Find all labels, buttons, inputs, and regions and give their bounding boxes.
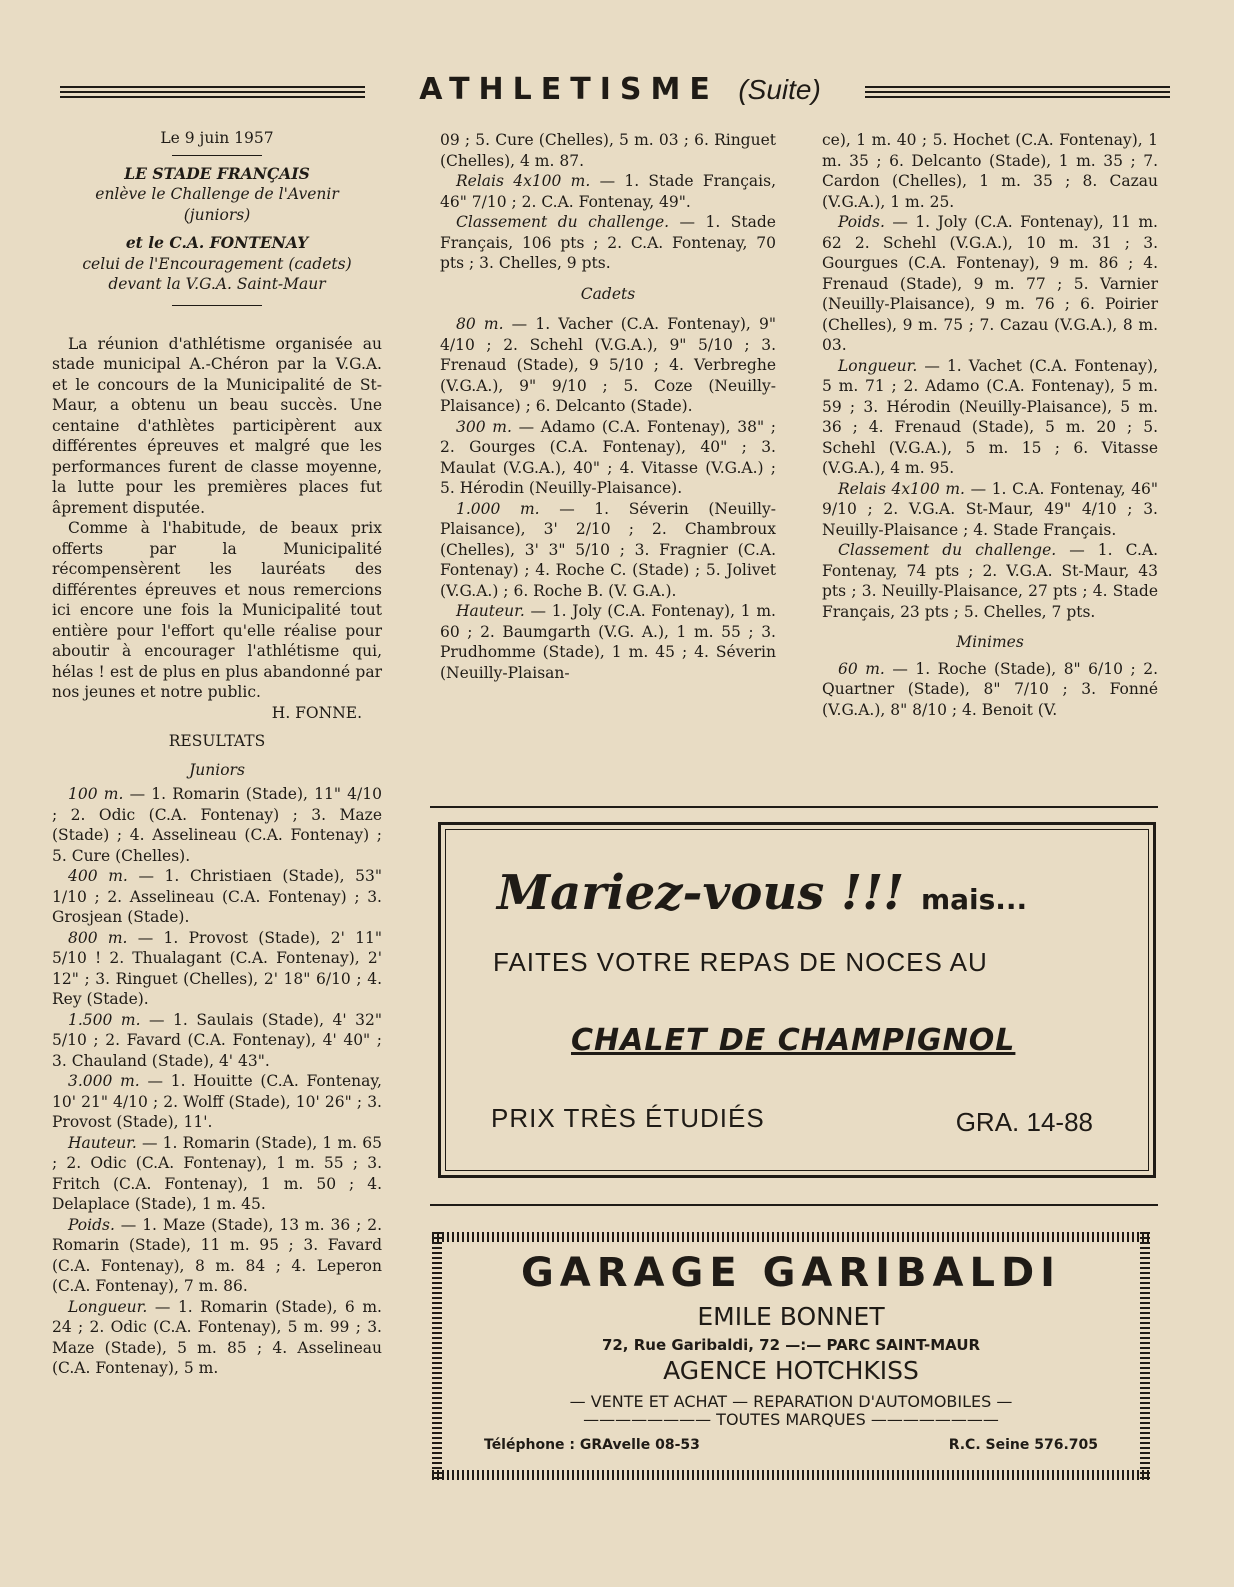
author-signature: H. FONNE. [271,703,362,722]
ad-border [432,1232,1150,1242]
ad-agency: AGENCE HOTCHKISS [663,1356,919,1385]
article-date: Le 9 juin 1957 [160,129,274,147]
result-entry: Relais 4x100 m. — 1. Stade Français, 46" 7/10 ; 2. C.A. Fontenay, 49". [440,172,777,211]
result-entry: Classement du challenge. — 1. Stade Français, 106 pts ; 2. C.A. Fontenay, 70 pts ; 3. Chelles, 9 pts. [440,213,776,272]
advertisement-garage [432,1232,1150,1480]
article-column-2 [440,130,776,683]
ad-owner: EMILE BONNET [697,1302,885,1331]
result-entry: 1.500 m. — 1. Saulais (Stade), 4' 32" 5/10 ; 2. Favard (C.A. Fontenay), 4' 40" ; 3. Chauland (Stade), 4' 43". [52,1010,382,1070]
result-entry: 300 m. — Adamo (C.A. Fontenay), 38" ; 2. Gourges (C.A. Fontenay), 40" ; 3. Maulat (V.G.A.), 40" ; 4. Vitasse (V.G.A.) ; 5. Hérodin (Neuilly-Plaisance). [440,417,776,497]
advertisement-chalet [438,822,1156,1178]
headline: et le C.A. FONTENAY [125,233,309,252]
divider [430,1204,1158,1206]
ad-border [432,1470,1150,1480]
ad-business-name: CHALET DE CHAMPIGNOL [571,1023,1016,1058]
ad-text: FAITES VOTRE REPAS DE NOCES AU [493,947,988,977]
headline: enlève le Challenge de l'Avenir [95,185,339,203]
result-entry: 400 m. — 1. Christiaen (Stade), 53" 1/10 ; 2. Asselineau (C.A. Fontenay) ; 3. Grosjean (Stade). [52,867,382,926]
article-paragraph: Comme à l'habitude, de beaux prix offerts par la Municipalité récompensèrent les lauréats des différentes épreuves et nous remercions ici encore une fois la Municipalité tout entière pour l'effort qu'elle réalise pour aboutir à encourager l'athlétisme qui, hélas ! est de plus en plus abandonné par nos jeunes et notre public. [52,519,382,701]
divider [430,806,1158,808]
divider [172,305,262,306]
section-title-suffix: (Suite) [738,74,821,105]
result-entry: Hauteur. — 1. Romarin (Stade), 1 m. 65 ; 2. Odic (C.A. Fontenay), 1 m. 55 ; 3. Fritch (C.A. Fontenay), 1 m. 50 ; 4. Delaplace (Stade), 1 m. 45. [52,1133,382,1213]
article-column-3 [822,130,1158,720]
section-title: ATHLETISME (Suite) [419,72,821,107]
result-entry: 1.000 m. — 1. Séverin (Neuilly-Plaisance), 3' 2/10 ; 2. Chambroux (Chelles), 3' 3" 5/10 ; 3. Fragnier (C.A. Fontenay) ; 4. Roche C. (Stade) ; 5. Jolivet (V.G.A.) ; 6. Roche B. (V. G.A.). [440,499,776,600]
result-entry: 09 ; 5. Cure (Chelles), 5 m. 03 ; 6. Ringuet (Chelles), 4 m. 87. [440,131,776,170]
result-entry: 60 m. — 1. Roche (Stade), 8" 6/10 ; 2. Quartner (Stade), 8" 7/10 ; 3. Fonné (V.G.A.), 8" 8/10 ; 4. Benoit (V. [822,659,1158,719]
result-entry: 100 m. — 1. Romarin (Stade), 11" 4/10 ; 2. Odic (C.A. Fontenay) ; 3. Maze (Stade) ; 4. Asselineau (C.A. Fontenay) ; 5. Cure (Chelles). [52,785,382,865]
category-title: Minimes [956,633,1024,651]
result-entry: ce), 1 m. 40 ; 5. Hochet (C.A. Fontenay), 1 m. 35 ; 6. Delcanto (Stade), 1 m. 35 ; 7. Cardon (Chelles), 1 m. 35 ; 8. Cazau (V.G.A.), 1 m. 25. [822,131,1158,211]
results-title: RESULTATS [168,732,266,750]
ad-registration: R.C. Seine 576.705 [948,1437,1098,1453]
category-title: Cadets [580,284,636,303]
ad-services: — VENTE ET ACHAT — REPARATION D'AUTOMOBILES — [569,1392,1013,1411]
result-entry: Longueur. — 1. Vachet (C.A. Fontenay), 5 m. 71 ; 2. Adamo (C.A. Fontenay), 5 m. 59 ; 3. Hérodin (Neuilly-Plaisance), 5 m. 36 ; 4. Frenaud (Stade), 5 m. 20 ; 5. Schehl (V.G.A.), 5 m. 15 ; 6. Vitasse (V.G.A.), 4 m. 95. [822,356,1158,477]
result-entry: Hauteur. — 1. Joly (C.A. Fontenay), 1 m. 60 ; 2. Baumgarth (V.G. A.), 1 m. 55 ; 3. Prudhomme (Stade), 1 m. 45 ; 4. Séverin (Neuilly-Plaisan- [440,602,776,682]
article-column-1 [52,128,382,1379]
article-paragraph: La réunion d'athlétisme organisée au stade municipal A.-Chéron par la V.G.A. et le concours de la Municipalité de St-Maur, a obtenu un beau succès. Une centaine d'athlètes participèrent aux différentes épreuves et malgré que les performances furent de classe moyenne, la lutte pour les premières places fut âprement disputée. [52,334,382,517]
result-entry: Poids. — 1. Maze (Stade), 13 m. 36 ; 2. Romarin (Stade), 11 m. 95 ; 3. Favard (C.A. Fontenay), 8 m. 84 ; 4. Leperon (C.A. Fontenay), 7 m. 86. [52,1215,382,1295]
result-entry: Classement du challenge. — 1. C.A. Fontenay, 74 pts ; 2. V.G.A. St-Maur, 43 pts ; 3. Neuilly-Plaisance, 27 pts ; 4. Stade Français, 23 pts ; 5. Chelles, 7 pts. [822,541,1158,621]
ad-phone: Téléphone : GRAvelle 08-53 [484,1437,700,1453]
header-rule-right [865,86,1170,98]
category-title: Juniors [189,760,245,779]
result-entry: 3.000 m. — 1. Houitte (C.A. Fontenay, 10' 21" 4/10 ; 2. Wolff (Stade), 10' 26" ; 3. Provost (Stade), 11'. [52,1072,382,1131]
ad-text: PRIX TRÈS ÉTUDIÉS [491,1103,765,1133]
result-entry: 800 m. — 1. Provost (Stade), 2' 11" 5/10 ! 2. Thualagant (C.A. Fontenay), 2' 12" ; 3. Ringuet (Chelles), 2' 18" 6/10 ; 4. Rey (Stade). [52,928,382,1008]
ad-address: 72, Rue Garibaldi, 72 —:— PARC SAINT-MAUR [601,1336,981,1354]
headline: celui de l'Encouragement (cadets) [82,254,352,273]
divider [172,155,262,156]
result-entry: 80 m. — 1. Vacher (C.A. Fontenay), 9" 4/10 ; 2. Schehl (V.G.A.), 9" 5/10 ; 3. Frenaud (Stade), 9 5/10 ; 4. Verbreghe (V.G.A.), 9" 9/10 ; 5. Coze (Neuilly-Plaisance) ; 6. Delcanto (Stade). [440,315,776,415]
ad-headline: Mariez-vous !!! mais... [497,865,1028,921]
result-entry: Poids. — 1. Joly (C.A. Fontenay), 11 m. 62 2. Schehl (V.G.A.), 10 m. 31 ; 3. Gourgues (C.A. Fontenay), 9 m. 86 ; 4. Frenaud (Stade), 9 m. 77 ; 5. Varnier (Neuilly-Plaisance), 9 m. 76 ; 6. Poirier (Chelles), 9 m. 75 ; 7. Cazau (V.G.A.), 8 m. 03. [822,213,1158,354]
ad-business-name: GARAGE GARIBALDI [520,1250,1062,1296]
result-entry: Relais 4x100 m. — 1. C.A. Fontenay, 46" 9/10 ; 2. V.G.A. St-Maur, 49" 4/10 ; 3. Neuilly-Plaisance ; 4. Stade Français. [822,479,1158,539]
header-rule-left [60,86,365,98]
ad-brands: ———————— TOUTES MARQUES ———————— [583,1410,999,1429]
headline: devant la V.G.A. Saint-Maur [108,275,326,293]
result-entry: Longueur. — 1. Romarin (Stade), 6 m. 24 ; 2. Odic (C.A. Fontenay), 5 m. 99 ; 3. Maze (Stade), 5 m. 85 ; 4. Asselineau (C.A. Fontenay), 5 m. [52,1297,382,1377]
headline: (juniors) [183,205,251,224]
section-header [60,72,1170,112]
headline: LE STADE FRANÇAIS [124,163,310,183]
ad-phone: GRA. 14-88 [955,1107,1093,1137]
